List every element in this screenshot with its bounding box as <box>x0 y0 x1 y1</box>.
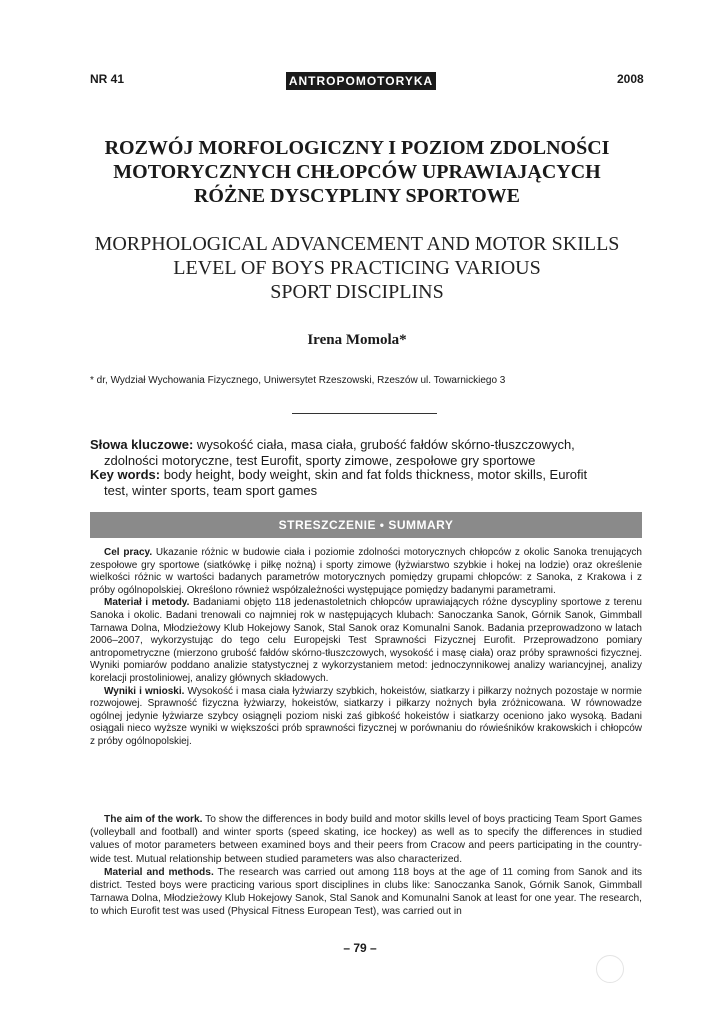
title-polish-line: MOTORYCZNYCH CHŁOPCÓW UPRAWIAJĄCYCH <box>113 161 601 183</box>
title-english-line: LEVEL OF BOYS PRACTICING VARIOUS <box>173 257 541 279</box>
title-english <box>70 232 644 304</box>
abstract-paragraph <box>90 686 642 749</box>
author-name: Irena Momola* <box>307 332 407 348</box>
summary-section-bar: STRESZCZENIE • SUMMARY <box>90 512 642 538</box>
keywords-english-line1: body height, body weight, skin and fat folds thickness, motor skills, Eurofit <box>160 467 588 482</box>
issue-number: NR 41 <box>90 72 125 86</box>
title-polish-line: RÓŻNE DYSCYPLINY SPORTOWE <box>193 185 520 207</box>
keywords-english-line2: test, winter sports, team sport games <box>104 483 318 498</box>
abstract-paragraph-text: Wysokość i masa ciała łyżwiarzy szybkich, hokeistów, siatkarzy i piłkarzy nożnych pozostaje w normie rozwojowej. Sprawność fizyczna łyżwiarzy, hokeistów, siatkarzy i piłkarzy nożnych była zróżnicowana. W równowadze ogólnej jedynie łyżwiarze szybcy osiągnęli poziom niski zaś gibkość hokeistów i siatkarzy oceniono jako wysoką. Badani osiągali nieco wyższe wyniki w większości prób sprawności fizycznej w porównaniu do rówieśników krakowskich i chłopców z próby ogólnopolskiej. <box>90 685 642 747</box>
summary-paragraph-text: The research was carried out among 118 boys at the age of 11 coming from Sanok and its district. Tested boys were practicing various sport disciplines in clubs like: Sanoczanka Sanok, Górnik Sanok, Gimmball Tarnawa Dolna, Młodzieżowy Klub Hokejowy Sanok, Stal Sanok and Komunalni Sanok at least for one year. The research, to which Eurofit test was used (Physical Fitness European Test), was carried out in <box>90 866 643 918</box>
abstract-paragraph-text: Ukazanie różnic w budowie ciała i poziomie zdolności motorycznych chłopców z okolic Sanoka trenujących zespołowe gry sportowe (siatkówkę i piłkę nożną) i sporty zimowe (łyżwiarstwo szybkie i hokej na lodzie) oraz określenie wielkości różnic w wartości badanych parametrów motorycznych pomiędzy grupami chłopców: z Sanoka, z Krakowa i z próby ogólnopolskiej. Określono również współzależności występujące pomiędzy badanymi parametrami. <box>90 547 642 596</box>
keywords-polish <box>90 437 642 469</box>
abstract-paragraph-label: Wyniki i wnioski. <box>104 685 185 697</box>
author-affiliation: * dr, Wydział Wychowania Fizycznego, Uniwersytet Rzeszowski, Rzeszów ul. Towarnickiego 3 <box>90 375 506 386</box>
summary-paragraph <box>90 866 642 919</box>
summary-paragraph <box>90 813 642 866</box>
abstract-paragraph-label: Cel pracy. <box>104 547 153 558</box>
title-polish-line: ROZWÓJ MORFOLOGICZNY I POZIOM ZDOLNOŚCI <box>104 137 610 159</box>
separator-line <box>292 413 437 414</box>
title-english-line: MORPHOLOGICAL ADVANCEMENT AND MOTOR SKILLS <box>94 233 620 255</box>
journal-name-badge: ANTROPOMOTORYKA <box>286 72 436 90</box>
keywords-polish-label: Słowa kluczowe: <box>90 437 194 452</box>
publication-year: 2008 <box>617 72 644 86</box>
title-english-line: SPORT DISCIPLINS <box>270 281 444 303</box>
keywords-polish-line2: zdolności motoryczne, test Eurofit, sporty zimowe, zespołowe gry sportowe <box>104 453 536 468</box>
abstract-paragraph <box>90 547 642 597</box>
abstract-polish <box>90 547 642 749</box>
page-number: – 79 – <box>343 941 377 955</box>
summary-paragraph-text: To show the differences in body build and motor skills level of boys practicing Team Sport Games (volleyball and football) and winter sports (speed skating, ice hockey) as well as to specify the differences in studied values of motor parameters between examined boys and their peers from Cracow and peers participating in the country-wide test. Mutual relationship between studied parameters was also characterized. <box>90 814 642 865</box>
title-polish <box>70 136 644 208</box>
abstract-paragraph-label: Materiał i metody. <box>104 597 190 609</box>
watermark-stamp-icon <box>596 955 624 983</box>
abstract-paragraph <box>90 597 642 685</box>
keywords-english <box>90 467 642 499</box>
summary-english <box>90 813 642 919</box>
abstract-paragraph-text: Badaniami objęto 118 jedenastoletnich chłopców uprawiających różne dyscypliny sportowe z terenu Sanoka i okolic. Badani trenowali co najmniej rok w następujących klubach: Sanoczanka Sanok, Górnik Sanok, Gimmball Tarnawa Dolna, Młodzieżowy Klub Hokejowy Sanok, Stal Sanok oraz Komunalni Sanok. Badania przeprowadzono w latach 2006–2007, wykorzystując do tego celu Europejski Test Sprawności Fizycznej Eurofit. Przeprowadzono pomiary antropometryczne (mierzono grubość fałdów skórno-tłuszczowych, wysokość i masę ciała) oraz próby sprawności fizycznej. Wyniki pomiarów poddano analizie statystycznej z wykorzystaniem metod: jednoczynnikowej analizy wariancyjnej, analizy korelacji prostoliniowej, analizy głównych składowych. <box>90 597 642 684</box>
keywords-polish-line1: wysokość ciała, masa ciała, grubość fałdów skórno-tłuszczowych, <box>193 437 575 452</box>
summary-paragraph-label: Material and methods. <box>104 866 214 878</box>
keywords-english-label: Key words: <box>90 467 161 482</box>
summary-paragraph-label: The aim of the work. <box>104 814 203 825</box>
